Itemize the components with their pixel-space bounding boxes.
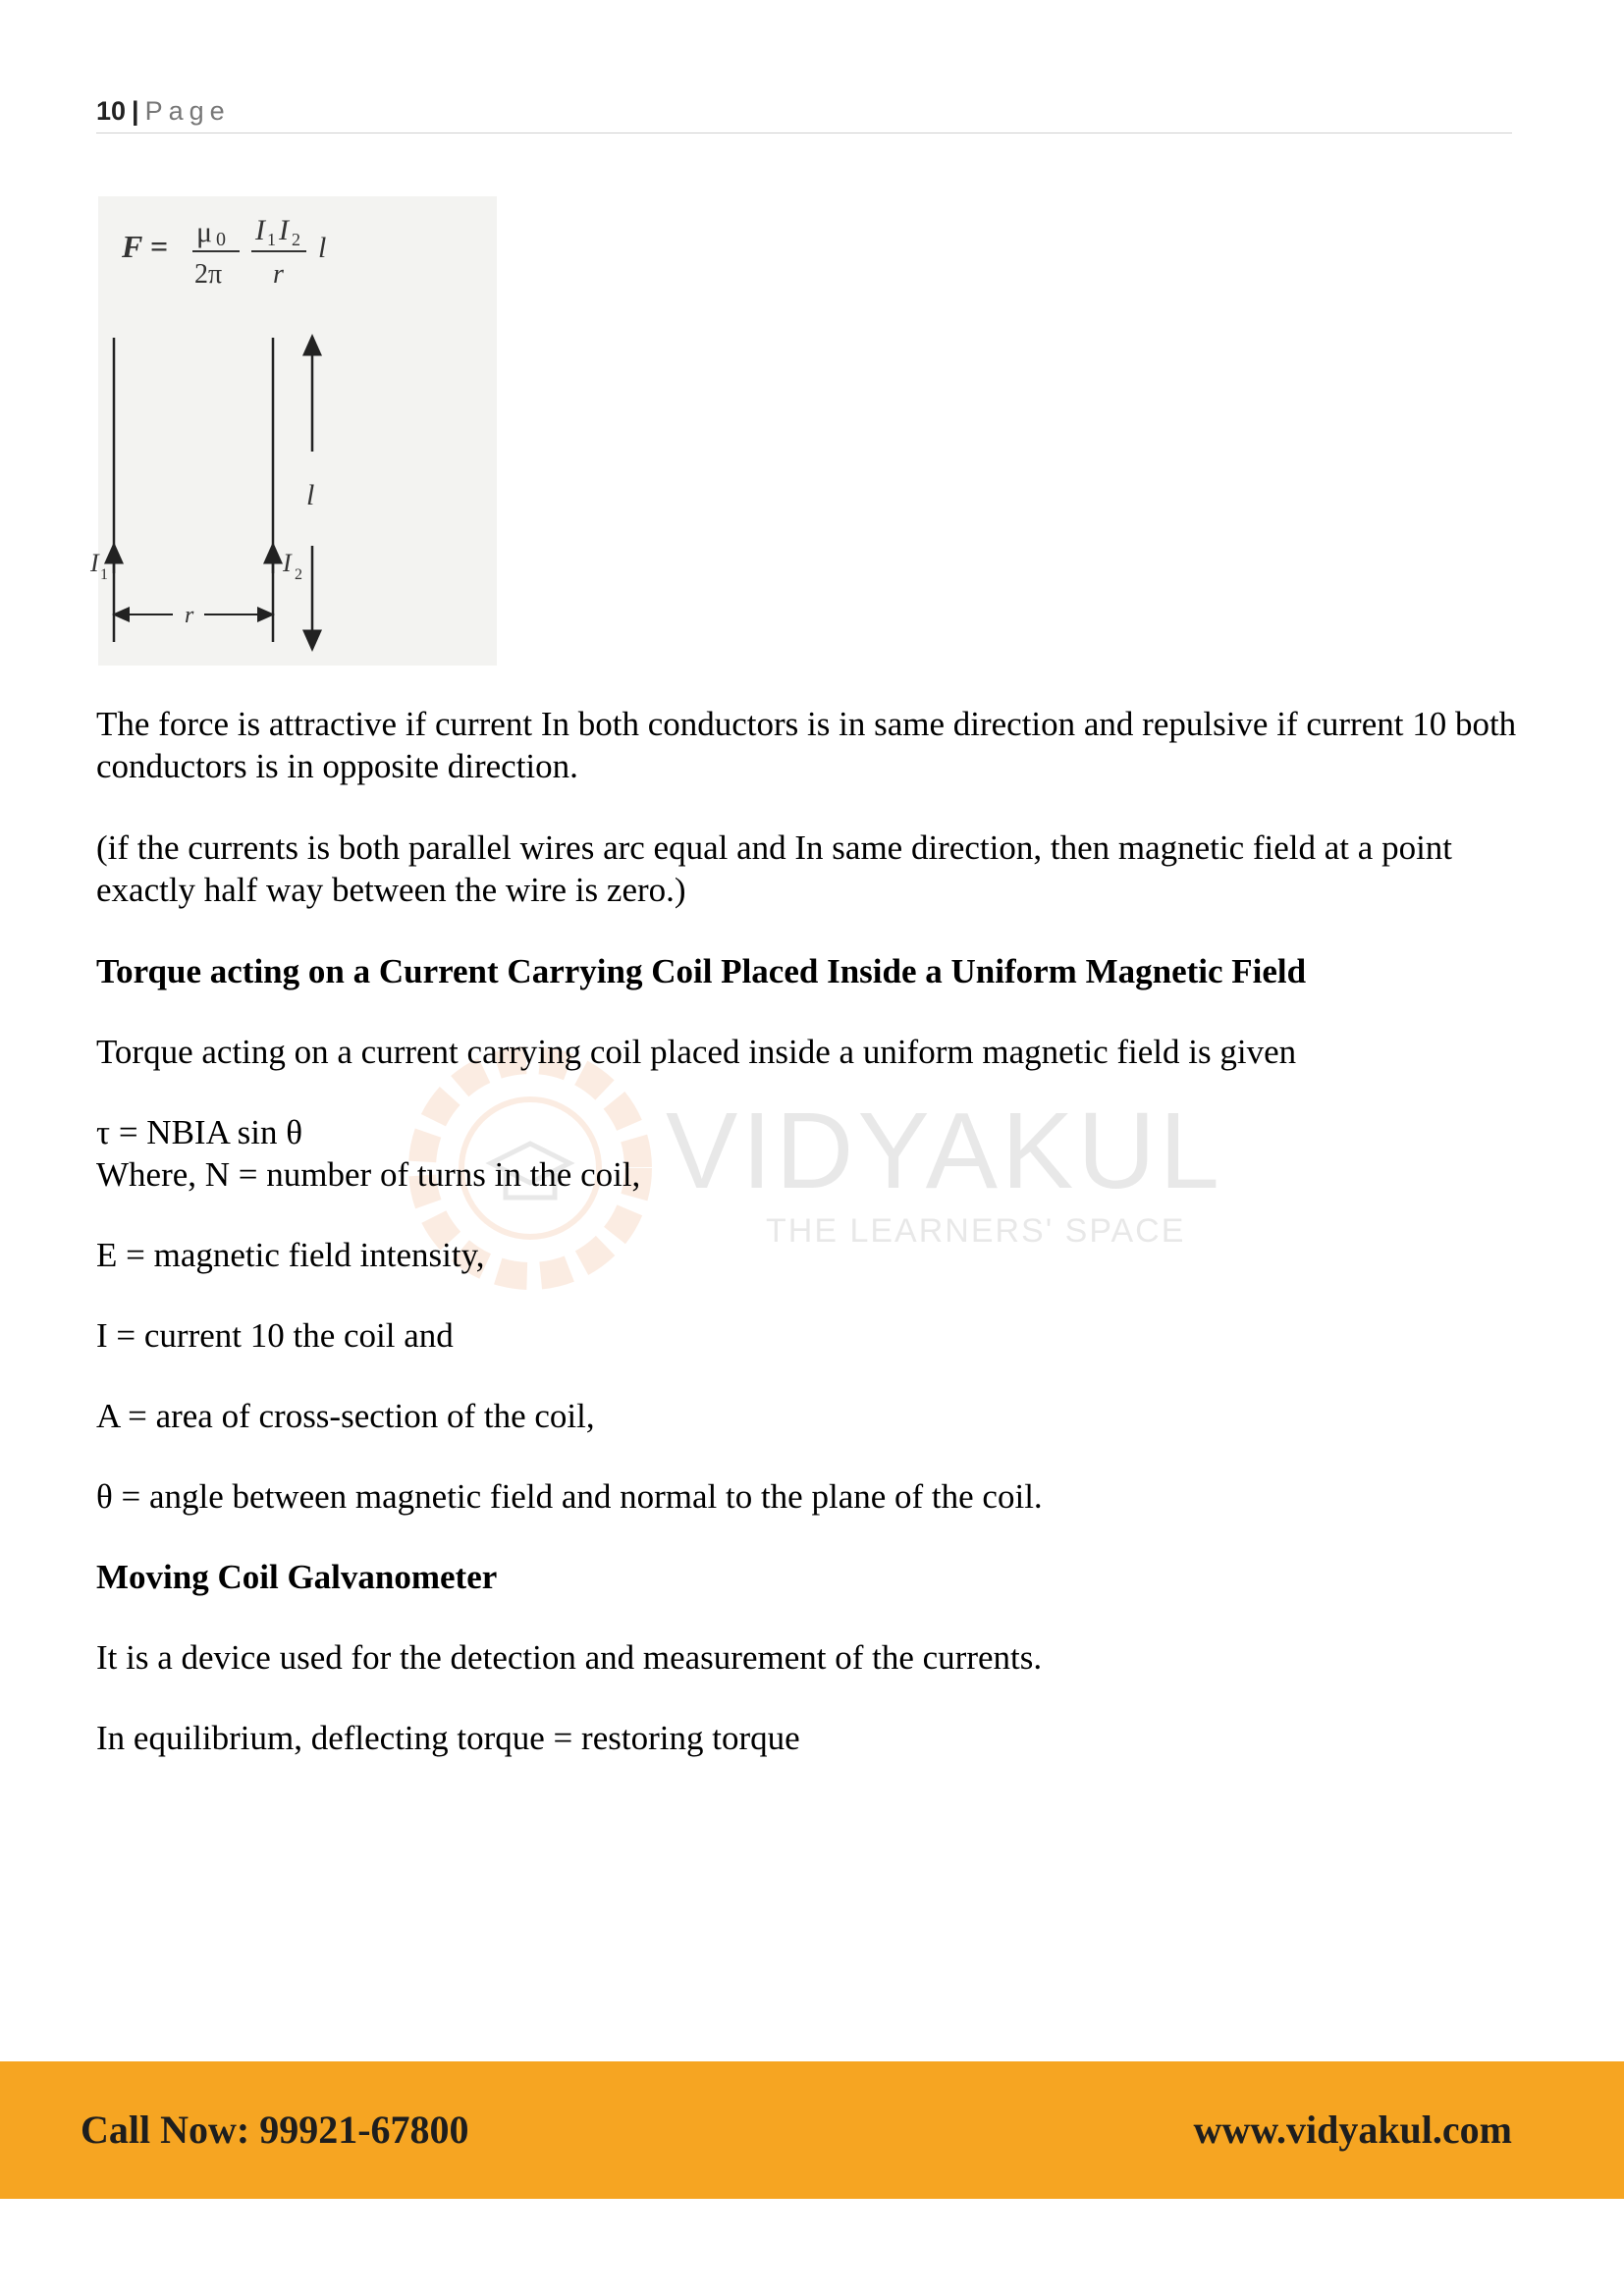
formula-mu-sub: 0 xyxy=(216,229,226,250)
footer-banner xyxy=(0,2061,1624,2199)
torque-formula: τ = NBIA sin θ xyxy=(96,1113,303,1151)
formula-i2: I xyxy=(279,214,289,246)
formula-i2-sub: 2 xyxy=(292,230,300,249)
website-link[interactable]: www.vidyakul.com xyxy=(1193,2108,1512,2152)
label-i2: I xyxy=(283,549,292,577)
page-number: 10 xyxy=(96,96,127,126)
formula-r: r xyxy=(273,259,284,290)
definition-e: E = magnetic field intensity, xyxy=(96,1236,485,1274)
formula-l: l xyxy=(318,232,327,264)
paragraph-force-direction: The force is attractive if current In both conductors is in same direction and repulsive if current 10 both conductors is in opposite direction. xyxy=(96,705,1517,785)
label-l: l xyxy=(306,479,315,511)
label-i1-sub: 1 xyxy=(100,566,108,583)
watermark-tagline: THE LEARNERS' SPACE xyxy=(766,1212,1186,1250)
formula-two-pi: 2π xyxy=(194,259,223,290)
definition-i: I = current 10 the coil and xyxy=(96,1316,454,1355)
formula-i1-sub: 1 xyxy=(267,230,276,249)
definition-theta: θ = angle between magnetic field and normal to the plane of the coil. xyxy=(96,1477,1043,1516)
header-separator: | xyxy=(132,96,139,126)
parallel-wires-diagram xyxy=(90,196,497,666)
formula-lhs: F = xyxy=(122,229,168,264)
page-header xyxy=(96,96,1512,133)
heading-galvanometer: Moving Coil Galvanometer xyxy=(96,1558,498,1596)
paragraph-equilibrium: In equilibrium, deflecting torque = restoring torque xyxy=(96,1719,800,1757)
label-i1: I xyxy=(90,549,99,577)
definition-n: Where, N = number of turns in the coil, xyxy=(96,1155,641,1194)
paragraph-torque-intro: Torque acting on a current carrying coil placed inside a uniform magnetic field is given xyxy=(96,1033,1297,1071)
label-i2-sub: 2 xyxy=(295,566,302,583)
paragraph-galvanometer-def: It is a device used for the detection and measurement of the currents. xyxy=(96,1638,1043,1677)
label-r: r xyxy=(185,603,194,628)
definition-a: A = area of cross-section of the coil, xyxy=(96,1397,595,1435)
formula-mu: μ xyxy=(196,216,213,248)
heading-torque: Torque acting on a Current Carrying Coil Placed Inside a Uniform Magnetic Field xyxy=(96,952,1307,990)
parallel-wires-figure xyxy=(90,196,497,666)
call-now-text: Call Now: 99921-67800 xyxy=(81,2108,469,2152)
paragraph-midpoint-field: (if the currents is both parallel wires arc equal and In same direction, then magnetic field at a point exactly half way between the wire is zero.) xyxy=(96,828,1453,909)
formula-i1: I xyxy=(255,214,265,246)
watermark-brand: VIDYAKUL xyxy=(666,1091,1223,1211)
page-label: Page xyxy=(144,96,231,126)
